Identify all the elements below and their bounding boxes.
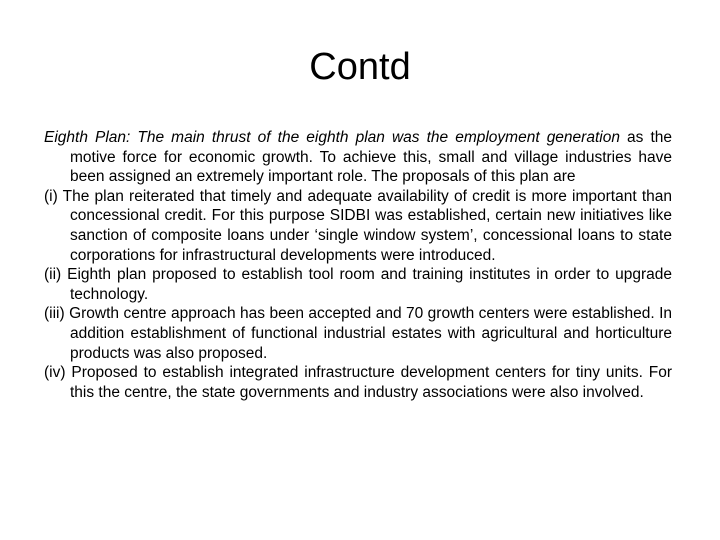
point-ii: (ii) Eighth plan proposed to establish tool room and training institutes in order to upgrade technology. (44, 266, 672, 303)
intro-paragraph (44, 128, 672, 187)
point-i: (i) The plan reiterated that timely and adequate availability of credit is more important than concessional credit. For this purpose SIDBI was established, certain new initiatives like sanction of composite loans under ‘single window system’, concessional loans to state corporations for infrastructural developments were introduced. (44, 187, 672, 264)
slide-title: Contd (309, 46, 411, 88)
intro-lead-italic: Eighth Plan: The main thrust of the eighth plan was the employment generation (44, 129, 620, 146)
point-iv: (iv) Proposed to establish integrated infrastructure development centers for tiny units. For this the centre, the state governments and industry associations were also involved. (44, 364, 672, 401)
slide-body (44, 128, 672, 402)
intro-rest: as the motive force for economic growth. To achieve this, small and village industries have been assigned an extremely important role. The proposals of this plan are (70, 129, 673, 186)
point-iii: (iii) Growth centre approach has been accepted and 70 growth centers were established. In addition establishment of functional industrial estates with agricultural and horticulture products was also proposed. (44, 305, 672, 362)
